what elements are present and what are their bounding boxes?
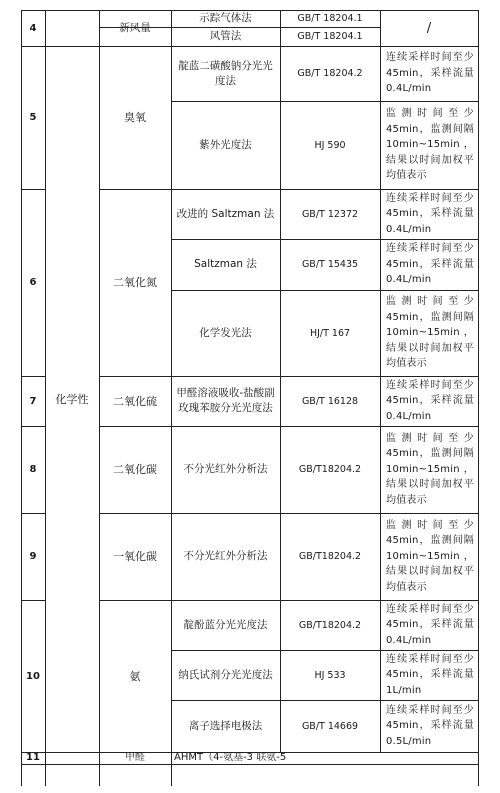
row-7-method-1: 甲醛溶液吸收-盐酸副玫瑰苯胺分光光度法 <box>176 387 275 414</box>
row-5-item: 臭氧 <box>124 111 146 124</box>
row-8-item: 二氧化碳 <box>113 463 157 476</box>
row-10-method-1: 靛酚蓝分光光度法 <box>183 618 268 631</box>
row-6-note-2: 连续采样时间至少45min，采样流量0.4L/min <box>386 243 474 286</box>
row-5-method-1: 靛蓝二磺酸钠分光光度法 <box>178 59 273 87</box>
row-5-std-2: HJ 590 <box>314 139 346 151</box>
row-10-item: 氨 <box>129 669 141 683</box>
row-4-note: / <box>426 20 432 36</box>
row-7-number: 7 <box>29 395 37 407</box>
row-8-method-1: 不分光红外分析法 <box>183 463 268 475</box>
row-9-number: 9 <box>29 551 37 562</box>
standards-table <box>21 10 479 786</box>
row-10-note-2: 连续采样时间至少45min，采样流量1L/min <box>386 653 474 696</box>
row-6-std-3: HJ/T 167 <box>309 327 351 339</box>
row-6-method-2: Saltzman 法 <box>194 258 257 270</box>
row-10-method-3: 离子选择电极法 <box>188 719 263 732</box>
row-10-note-1: 连续采样时间至少45min，采样流量0.4L/min <box>386 603 474 646</box>
row-6-std-1: GB/T 12372 <box>301 208 359 220</box>
row-6-note-3: 监测时间至少45min，监测间隔10min~15min，结果以时间加权平均值表示 <box>386 296 474 370</box>
row-10-method-2: 纳氏试剂分光光度法 <box>178 668 273 681</box>
row-9-method-1: 不分光红外分析法 <box>183 550 268 562</box>
row-9-std-1: GB/T18204.2 <box>298 551 362 562</box>
row-9-note-1: 监测时间至少45min，监测间隔10min~15min，结果以时间加权平均值表示 <box>386 519 474 593</box>
row-4-std-2: GB/T 18204.1 <box>297 31 363 42</box>
category-label: 化学性 <box>55 392 89 406</box>
row-6-number: 6 <box>29 277 37 288</box>
row-5-note-2: 监测时间至少45min，监测间隔10min~15min，结果以时间加权平均值表示 <box>386 108 474 182</box>
row-6-method-3: 化学发光法 <box>199 326 252 339</box>
row-10-number: 10 <box>26 670 40 682</box>
row-5-note-1: 连续采样时间至少45min，采样流量0.4L/min <box>386 52 474 95</box>
row-6-method-1: 改进的 Saltzman 法 <box>176 207 275 220</box>
row-10-std-3: GB/T 14669 <box>301 720 359 732</box>
row-10-note-3: 连续采样时间至少45min，采样流量0.5L/min <box>386 704 474 747</box>
row-5-method-2: 紫外光度法 <box>199 138 252 151</box>
row-4-std-1: GB/T 18204.1 <box>297 13 363 24</box>
row-9-item: 一氧化碳 <box>113 550 157 563</box>
row-4-method-2: 风管法 <box>209 30 242 42</box>
row-7-std-1: GB/T 16128 <box>301 395 359 407</box>
row-7-item: 二氧化硫 <box>113 394 157 408</box>
row-6-note-1: 连续采样时间至少45min，采样流量0.4L/min <box>386 192 474 235</box>
row-8-number: 8 <box>29 464 37 475</box>
row-8-std-1: GB/T18204.2 <box>298 464 362 475</box>
row-10-std-1: GB/T18204.2 <box>298 619 362 631</box>
row-7-note-1: 连续采样时间至少45min，采样流量0.4L/min <box>386 379 474 422</box>
row-4-item: 新风量 <box>119 21 151 34</box>
row-6-std-2: GB/T 15435 <box>301 259 359 270</box>
row-5-number: 5 <box>29 112 37 123</box>
row-11-number: 11 <box>26 752 40 763</box>
row-4-method-1: 示踪气体法 <box>199 12 252 24</box>
row-6-item: 二氧化氮 <box>113 276 157 289</box>
row-11-method-1: AHMT（4-氨基-3 联氨-5 <box>174 752 287 763</box>
row-4-number: 4 <box>29 22 37 34</box>
row-5-std-1: GB/T 18204.2 <box>297 68 363 79</box>
row-11-item: 甲醛 <box>125 752 145 763</box>
row-8-note-1: 监测时间至少45min，监测间隔10min~15min，结果以时间加权平均值表示 <box>386 432 474 506</box>
row-10-std-2: HJ 533 <box>314 669 346 681</box>
